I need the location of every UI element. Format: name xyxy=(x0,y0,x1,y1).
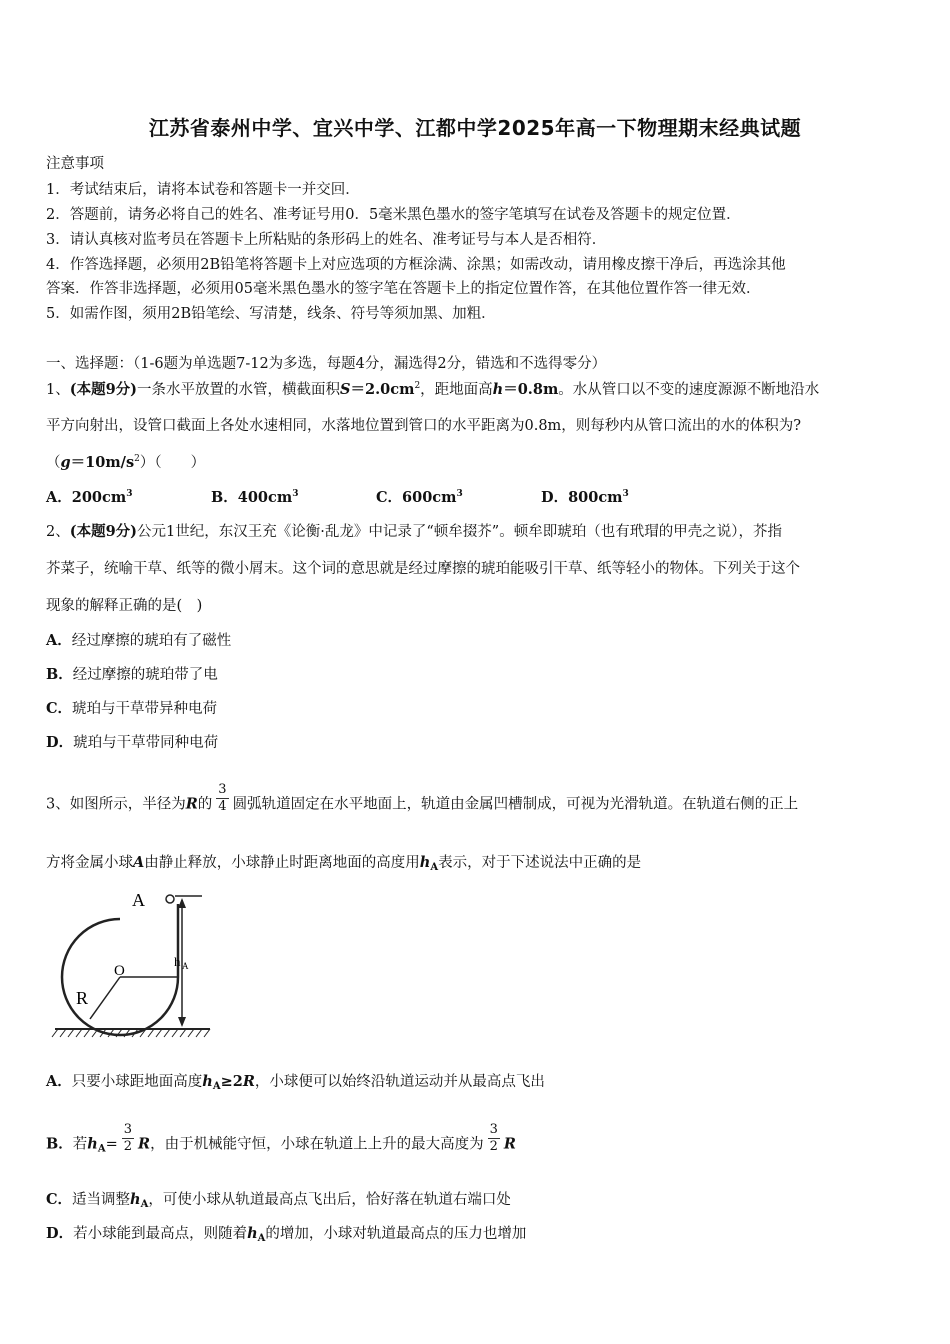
q3-option-d[interactable] xyxy=(46,1222,526,1244)
label-h-sub: A xyxy=(182,961,189,971)
text: （ xyxy=(46,455,61,471)
track-diagram xyxy=(50,884,220,1044)
question-number: 2、 xyxy=(46,524,70,540)
label-R: R xyxy=(76,988,89,1008)
question-number: 1、 xyxy=(46,382,70,398)
text: 方将金属小球 xyxy=(46,855,133,871)
option-key: C． xyxy=(46,1191,73,1208)
text: ，距地面高 xyxy=(420,382,493,398)
symbol-h: h xyxy=(419,854,431,871)
question-1-line-1 xyxy=(46,378,819,399)
text: 表示，对于下述说法中正确的是 xyxy=(438,855,642,871)
option-key: B． xyxy=(46,666,73,683)
text: ，可使小球从轨道最高点飞出后，恰好落在轨道右端口处 xyxy=(148,1192,511,1208)
question-3-line-1 xyxy=(46,782,799,821)
section-heading: 一、选择题：（1-6题为单选题7-12为多选，每题4分，漏选得2分，错选和不选得零分） xyxy=(46,356,607,372)
symbol-A: A xyxy=(133,854,145,871)
fraction-three-quarters xyxy=(216,782,228,815)
symbol-h: h xyxy=(492,381,504,398)
subscript: A xyxy=(212,1081,221,1092)
text: 适当调整 xyxy=(72,1192,131,1208)
option-label: B．400cm xyxy=(211,489,293,506)
symbol-R: R xyxy=(185,795,198,813)
q1-option-a[interactable] xyxy=(46,486,132,507)
fraction-three-halves xyxy=(488,1122,500,1155)
value: ＝10m/s xyxy=(70,454,135,471)
text: 一条水平放置的水管，横截面积 xyxy=(137,382,341,398)
subscript: A xyxy=(257,1233,266,1244)
ball-A xyxy=(166,895,174,903)
q2-option-b[interactable] xyxy=(46,663,218,684)
superscript: 2 xyxy=(134,454,140,464)
option-text: 琥珀与干草带异种电荷 xyxy=(72,701,218,717)
q1-option-b[interactable] xyxy=(211,486,298,507)
question-1-line-3 xyxy=(46,451,205,472)
value: ＝2.0cm xyxy=(350,381,415,398)
notes-item: 1．考试结束后，请将本试卷和答题卡一并交回． xyxy=(46,182,360,198)
numerator: 3 xyxy=(218,782,227,797)
symbol-h: h xyxy=(87,1135,98,1153)
option-key: B． xyxy=(46,1135,73,1153)
text: 如图所示，半径为 xyxy=(69,796,186,813)
question-2-line-1 xyxy=(46,520,782,541)
option-key: C． xyxy=(46,700,73,717)
text: 圆弧轨道固定在水平地面上，轨道由金属凹槽制成，可视为光滑轨道。在轨道右侧的正上 xyxy=(232,796,799,813)
subscript: A xyxy=(140,1199,149,1210)
symbol-h: h xyxy=(202,1073,213,1090)
option-key: D． xyxy=(46,734,74,751)
notes-item: 2．答题前，请务必将自己的姓名、准考证号用0．5毫米黑色墨水的签字笔填写在试卷及答题卡的规定位置． xyxy=(46,207,741,223)
q3-option-a[interactable] xyxy=(46,1070,545,1092)
question-2-line-3: 现象的解释正确的是( ) xyxy=(46,598,203,614)
q3-option-c[interactable] xyxy=(46,1188,511,1210)
symbol-g: g xyxy=(60,454,71,471)
symbol-S: S xyxy=(340,381,351,398)
superscript: 2 xyxy=(414,381,421,391)
text: ，由于机械能守恒，小球在轨道上上升的最大高度为 xyxy=(150,1136,484,1153)
subscript: A xyxy=(430,862,439,873)
question-score: (本题9分) xyxy=(69,523,138,540)
equals: = xyxy=(105,1136,118,1153)
text: 由静止释放，小球静止时距离地面的高度用 xyxy=(144,855,420,871)
option-label: D．800cm xyxy=(541,489,623,506)
question-score: (本题9分) xyxy=(69,381,138,398)
option-key: D． xyxy=(46,1225,74,1242)
notes-item: 3．请认真核对监考员在答题卡上所粘贴的条形码上的姓名、准考证号与本人是否相符． xyxy=(46,232,607,248)
text: 只要小球距地面高度 xyxy=(71,1074,203,1090)
label-O: O xyxy=(114,963,125,979)
notes-item: 5．如需作图，须用2B铅笔绘、写清楚，线条、符号等须加黑、加粗． xyxy=(46,306,496,322)
q2-option-a[interactable] xyxy=(46,629,231,650)
numerator: 3 xyxy=(123,1122,133,1137)
notes-item: 4．作答选择题，必须用2B铅笔将答题卡上对应选项的方框涂满、涂黑；如需改动，请用橡皮擦干净后，再选涂其他 xyxy=(46,257,786,273)
q3-option-b[interactable] xyxy=(46,1122,516,1161)
question-number: 3、 xyxy=(46,796,70,813)
arrow-up-icon xyxy=(178,898,186,908)
q2-option-d[interactable] xyxy=(46,731,218,752)
denominator: 4 xyxy=(218,799,227,814)
option-text: 经过摩擦的琥珀有了磁性 xyxy=(71,633,232,649)
numerator: 3 xyxy=(489,1122,498,1137)
symbol-R: R xyxy=(138,1135,151,1153)
option-label: C．600cm xyxy=(376,489,457,506)
text: 。水从管口以不变的速度源源不断地沿水 xyxy=(558,382,820,398)
condition: ≥2 xyxy=(220,1073,243,1090)
page-title: 江苏省泰州中学、宜兴中学、江都中学2025年高一下物理期末经典试题 xyxy=(148,116,802,140)
subscript: A xyxy=(97,1143,106,1155)
text: 的增加，小球对轨道最高点的压力也增加 xyxy=(265,1226,527,1242)
symbol-h: h xyxy=(130,1191,141,1208)
q1-option-c[interactable] xyxy=(376,486,463,507)
superscript: 3 xyxy=(456,489,463,499)
denominator: 2 xyxy=(123,1139,133,1154)
option-text: 经过摩擦的琥珀带了电 xyxy=(72,667,218,683)
q2-option-c[interactable] xyxy=(46,697,217,718)
text: 的 xyxy=(197,796,213,813)
text: ，小球便可以始终沿轨道运动并从最高点飞出 xyxy=(254,1074,545,1090)
notes-item: 答案．作答非选择题，必须用05毫米黑色墨水的签字笔在答题卡上的指定位置作答，在其他位置作答一律无效． xyxy=(46,281,761,297)
denominator: 2 xyxy=(489,1139,498,1154)
text: 若 xyxy=(72,1136,88,1153)
fraction-three-halves xyxy=(122,1122,134,1155)
value: ＝0.8m xyxy=(503,381,559,398)
text: ）（ ） xyxy=(139,455,206,471)
question-2-line-2: 芥菜子，统喻干草、纸等的微小屑末。这个词的意思就是经过摩擦的琥珀能吸引干草、纸等轻小的物体。下列关于这个 xyxy=(46,561,800,577)
label-A: A xyxy=(132,890,145,910)
question-1-line-2: 平方向射出，设管口截面上各处水速相同，水落地位置到管口的水平距离为0.8m，则每秒内从管口流出的水的体积为? xyxy=(46,418,802,434)
option-text: 琥珀与干草带同种电荷 xyxy=(73,735,219,751)
symbol-R: R xyxy=(503,1135,516,1153)
question-3-line-2 xyxy=(46,851,641,873)
radius-line xyxy=(90,977,120,1019)
notes-heading: 注意事项 xyxy=(46,156,104,172)
option-label: A．200cm xyxy=(46,489,127,506)
option-key: A． xyxy=(46,1073,72,1090)
text: 公元1世纪，东汉王充《论衡·乱龙》中记录了“顿牟掇芥”。顿牟即琥珀（也有玳瑁的甲壳之说），芥指 xyxy=(137,524,782,540)
symbol-h: h xyxy=(247,1225,258,1242)
label-h: h xyxy=(174,954,181,969)
superscript: 3 xyxy=(292,489,299,499)
q1-option-d[interactable] xyxy=(541,486,629,507)
text: 若小球能到最高点，则随着 xyxy=(73,1226,248,1242)
superscript: 3 xyxy=(126,489,133,499)
symbol-R: R xyxy=(242,1073,255,1090)
superscript: 3 xyxy=(622,489,629,499)
arrow-down-icon xyxy=(178,1017,186,1027)
option-key: A． xyxy=(46,632,72,649)
